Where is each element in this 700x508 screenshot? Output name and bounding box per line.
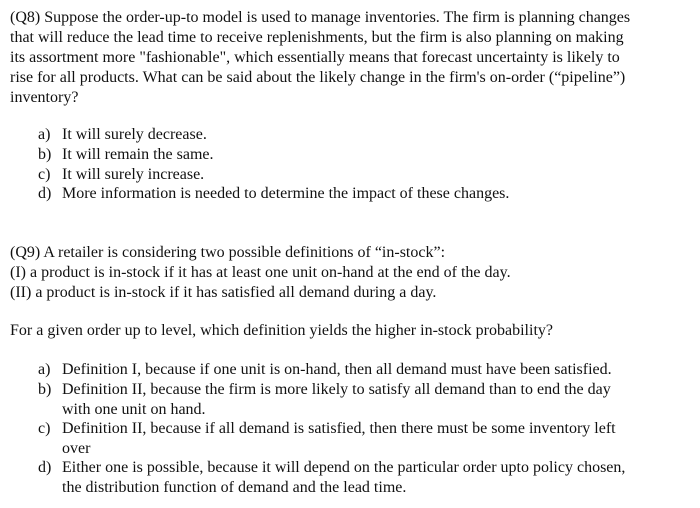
option-letter: b): [38, 381, 52, 398]
option-text: Definition II, because if all demand is satisfied, then there must be some inventory left: [62, 420, 616, 437]
q9-stem-line: (I) a product is in-stock if it has at least one unit on-hand at the end of the day.: [10, 264, 511, 281]
option-text: It will remain the same.: [62, 146, 214, 163]
option-text: It will surely increase.: [62, 166, 205, 183]
q8-stem-line: inventory?: [10, 89, 79, 106]
q8-stem-line: rise for all products. What can be said about the likely change in the firm's on-order (“pipeline”): [10, 69, 626, 86]
option-letter: d): [38, 185, 52, 202]
option-text: with one unit on hand.: [62, 400, 206, 418]
q9-stem-line: (II) a product is in-stock if it has satisfied all demand during a day.: [10, 284, 437, 301]
option-text: the distribution function of demand and the lead time.: [62, 478, 407, 496]
q8-stem-line: its assortment more "fashionable", which essentially means that forecast uncertainty is likely to: [10, 49, 620, 66]
option-letter: c): [38, 166, 51, 183]
q9-stem-line: (Q9) A retailer is considering two possible definitions of “in-stock”:: [10, 244, 446, 261]
q9-question: [10, 321, 690, 341]
option-text: Definition II, because the firm is more likely to satisfy all demand than to end the day: [62, 381, 611, 398]
option-letter: d): [38, 459, 52, 476]
option-text: More information is needed to determine the impact of these changes.: [62, 185, 510, 202]
option-text: It will surely decrease.: [62, 126, 207, 143]
option-letter: c): [38, 420, 51, 437]
q8-stem-line: (Q8) Suppose the order-up-to model is used to manage inventories. The firm is planning changes: [10, 9, 631, 26]
q9-stem: [10, 243, 690, 303]
option-letter: a): [38, 126, 51, 143]
option-letter: a): [38, 361, 51, 378]
option-text: over: [62, 439, 91, 457]
option-text: Definition I, because if one unit is on-hand, then all demand must have been satisfied.: [62, 361, 612, 378]
option-text: Either one is possible, because it will depend on the particular order upto policy chosen,: [62, 459, 626, 476]
q9-question-text: For a given order up to level, which definition yields the higher in-stock probability?: [10, 322, 553, 339]
q8-stem: [10, 8, 690, 108]
q8-stem-line: that will reduce the lead time to receive replenishments, but the firm is also planning on making: [10, 29, 624, 46]
option-letter: b): [38, 146, 52, 163]
